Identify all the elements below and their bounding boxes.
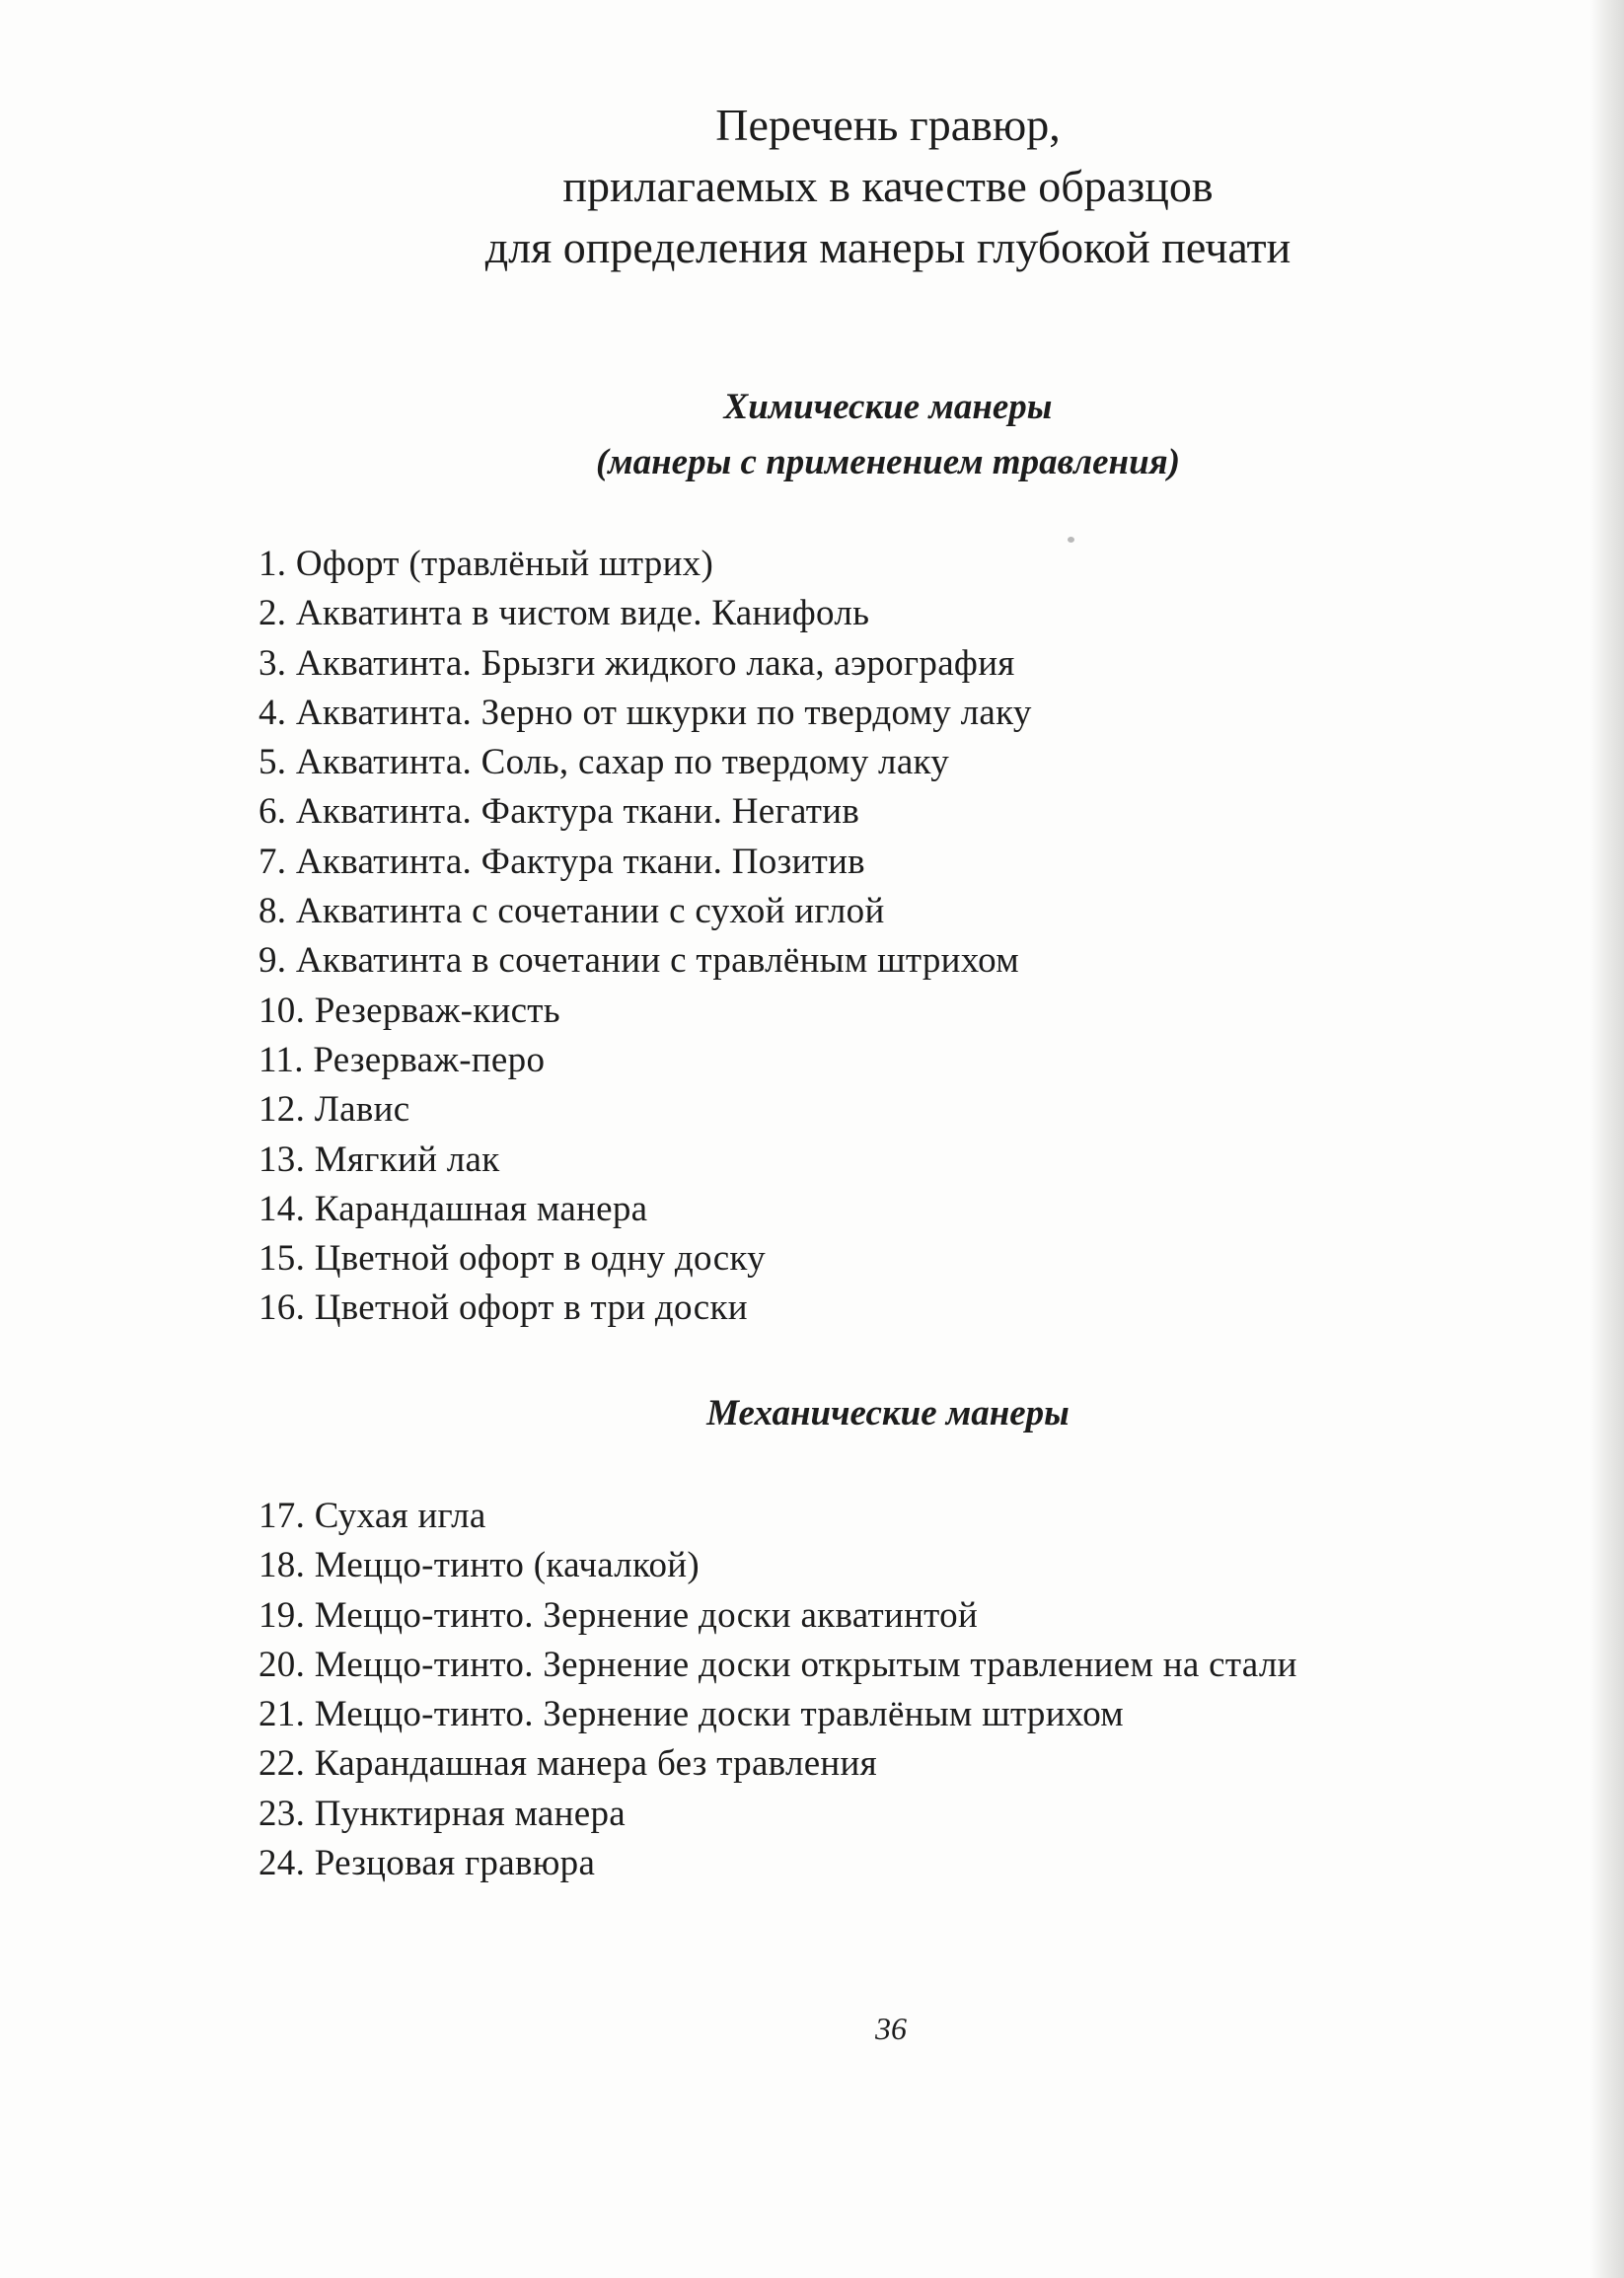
list-item: 21. Меццо-тинто. Зернение доски травлёным штрихом xyxy=(258,1694,1125,1735)
section-heading-chemical xyxy=(296,380,1480,490)
list-item: 12. Лавис xyxy=(258,1089,410,1131)
title-line-3: для определения манеры глубокой печати xyxy=(484,222,1292,272)
list-item: 14. Карандашная манера xyxy=(258,1188,648,1229)
title-line-1: Перечень гравюр, xyxy=(715,100,1061,150)
list-item: 9. Акватинта в сочетании с травлёным штрихом xyxy=(258,940,1019,982)
page-title xyxy=(296,95,1480,278)
section-heading-mechanical xyxy=(296,1386,1480,1441)
list-item: 20. Меццо-тинто. Зернение доски открытым травлением на стали xyxy=(258,1644,1297,1685)
list-item: 19. Меццо-тинто. Зернение доски акватинтой xyxy=(258,1594,979,1636)
list-item: 13. Мягкий лак xyxy=(258,1139,500,1180)
list-item: 24. Резцовая гравюра xyxy=(258,1843,596,1884)
list-item: 11. Резерваж-перо xyxy=(258,1039,546,1080)
list-item: 1. Офорт (травлёный штрих) xyxy=(258,544,714,584)
list-item: 10. Резерваж-кисть xyxy=(258,990,560,1031)
list-item: 23. Пунктирная манера xyxy=(258,1793,626,1834)
list-item: 3. Акватинта. Брызги жидкого лака, аэрография xyxy=(258,642,1015,684)
list-item: 2. Акватинта в чистом виде. Канифоль xyxy=(258,593,870,634)
page-edge-shadow xyxy=(1590,0,1624,2278)
title-line-2: прилагаемых в качестве образцов xyxy=(562,161,1214,211)
page-number: 36 xyxy=(875,2011,907,2046)
section-heading-chemical-title: Химические манеры xyxy=(723,387,1053,427)
list-item: 5. Акватинта. Соль, сахар по твердому лаку xyxy=(258,742,950,783)
list-item: 8. Акватинта с сочетании с сухой иглой xyxy=(258,891,885,932)
section-heading-chemical-subtitle: (манеры с применением травления) xyxy=(595,442,1181,482)
list-item: 6. Акватинта. Фактура ткани. Негатив xyxy=(258,791,860,833)
list-item: 16. Цветной офорт в три доски xyxy=(258,1287,748,1329)
list-item: 7. Акватинта. Фактура ткани. Позитив xyxy=(258,841,865,882)
list-item: 15. Цветной офорт в одну доску xyxy=(258,1238,766,1280)
section-heading-mechanical-title: Механические манеры xyxy=(706,1393,1070,1433)
list-item: 18. Меццо-тинто (качалкой) xyxy=(258,1545,700,1586)
list-item: 22. Карандашная манера без травления xyxy=(258,1743,877,1785)
list-item: 17. Сухая игла xyxy=(258,1496,486,1536)
mechanical-techniques-list xyxy=(258,1492,1541,1888)
chemical-techniques-list xyxy=(258,540,1541,1334)
list-item: 4. Акватинта. Зерно от шкурки по твердому лаку xyxy=(258,692,1032,733)
